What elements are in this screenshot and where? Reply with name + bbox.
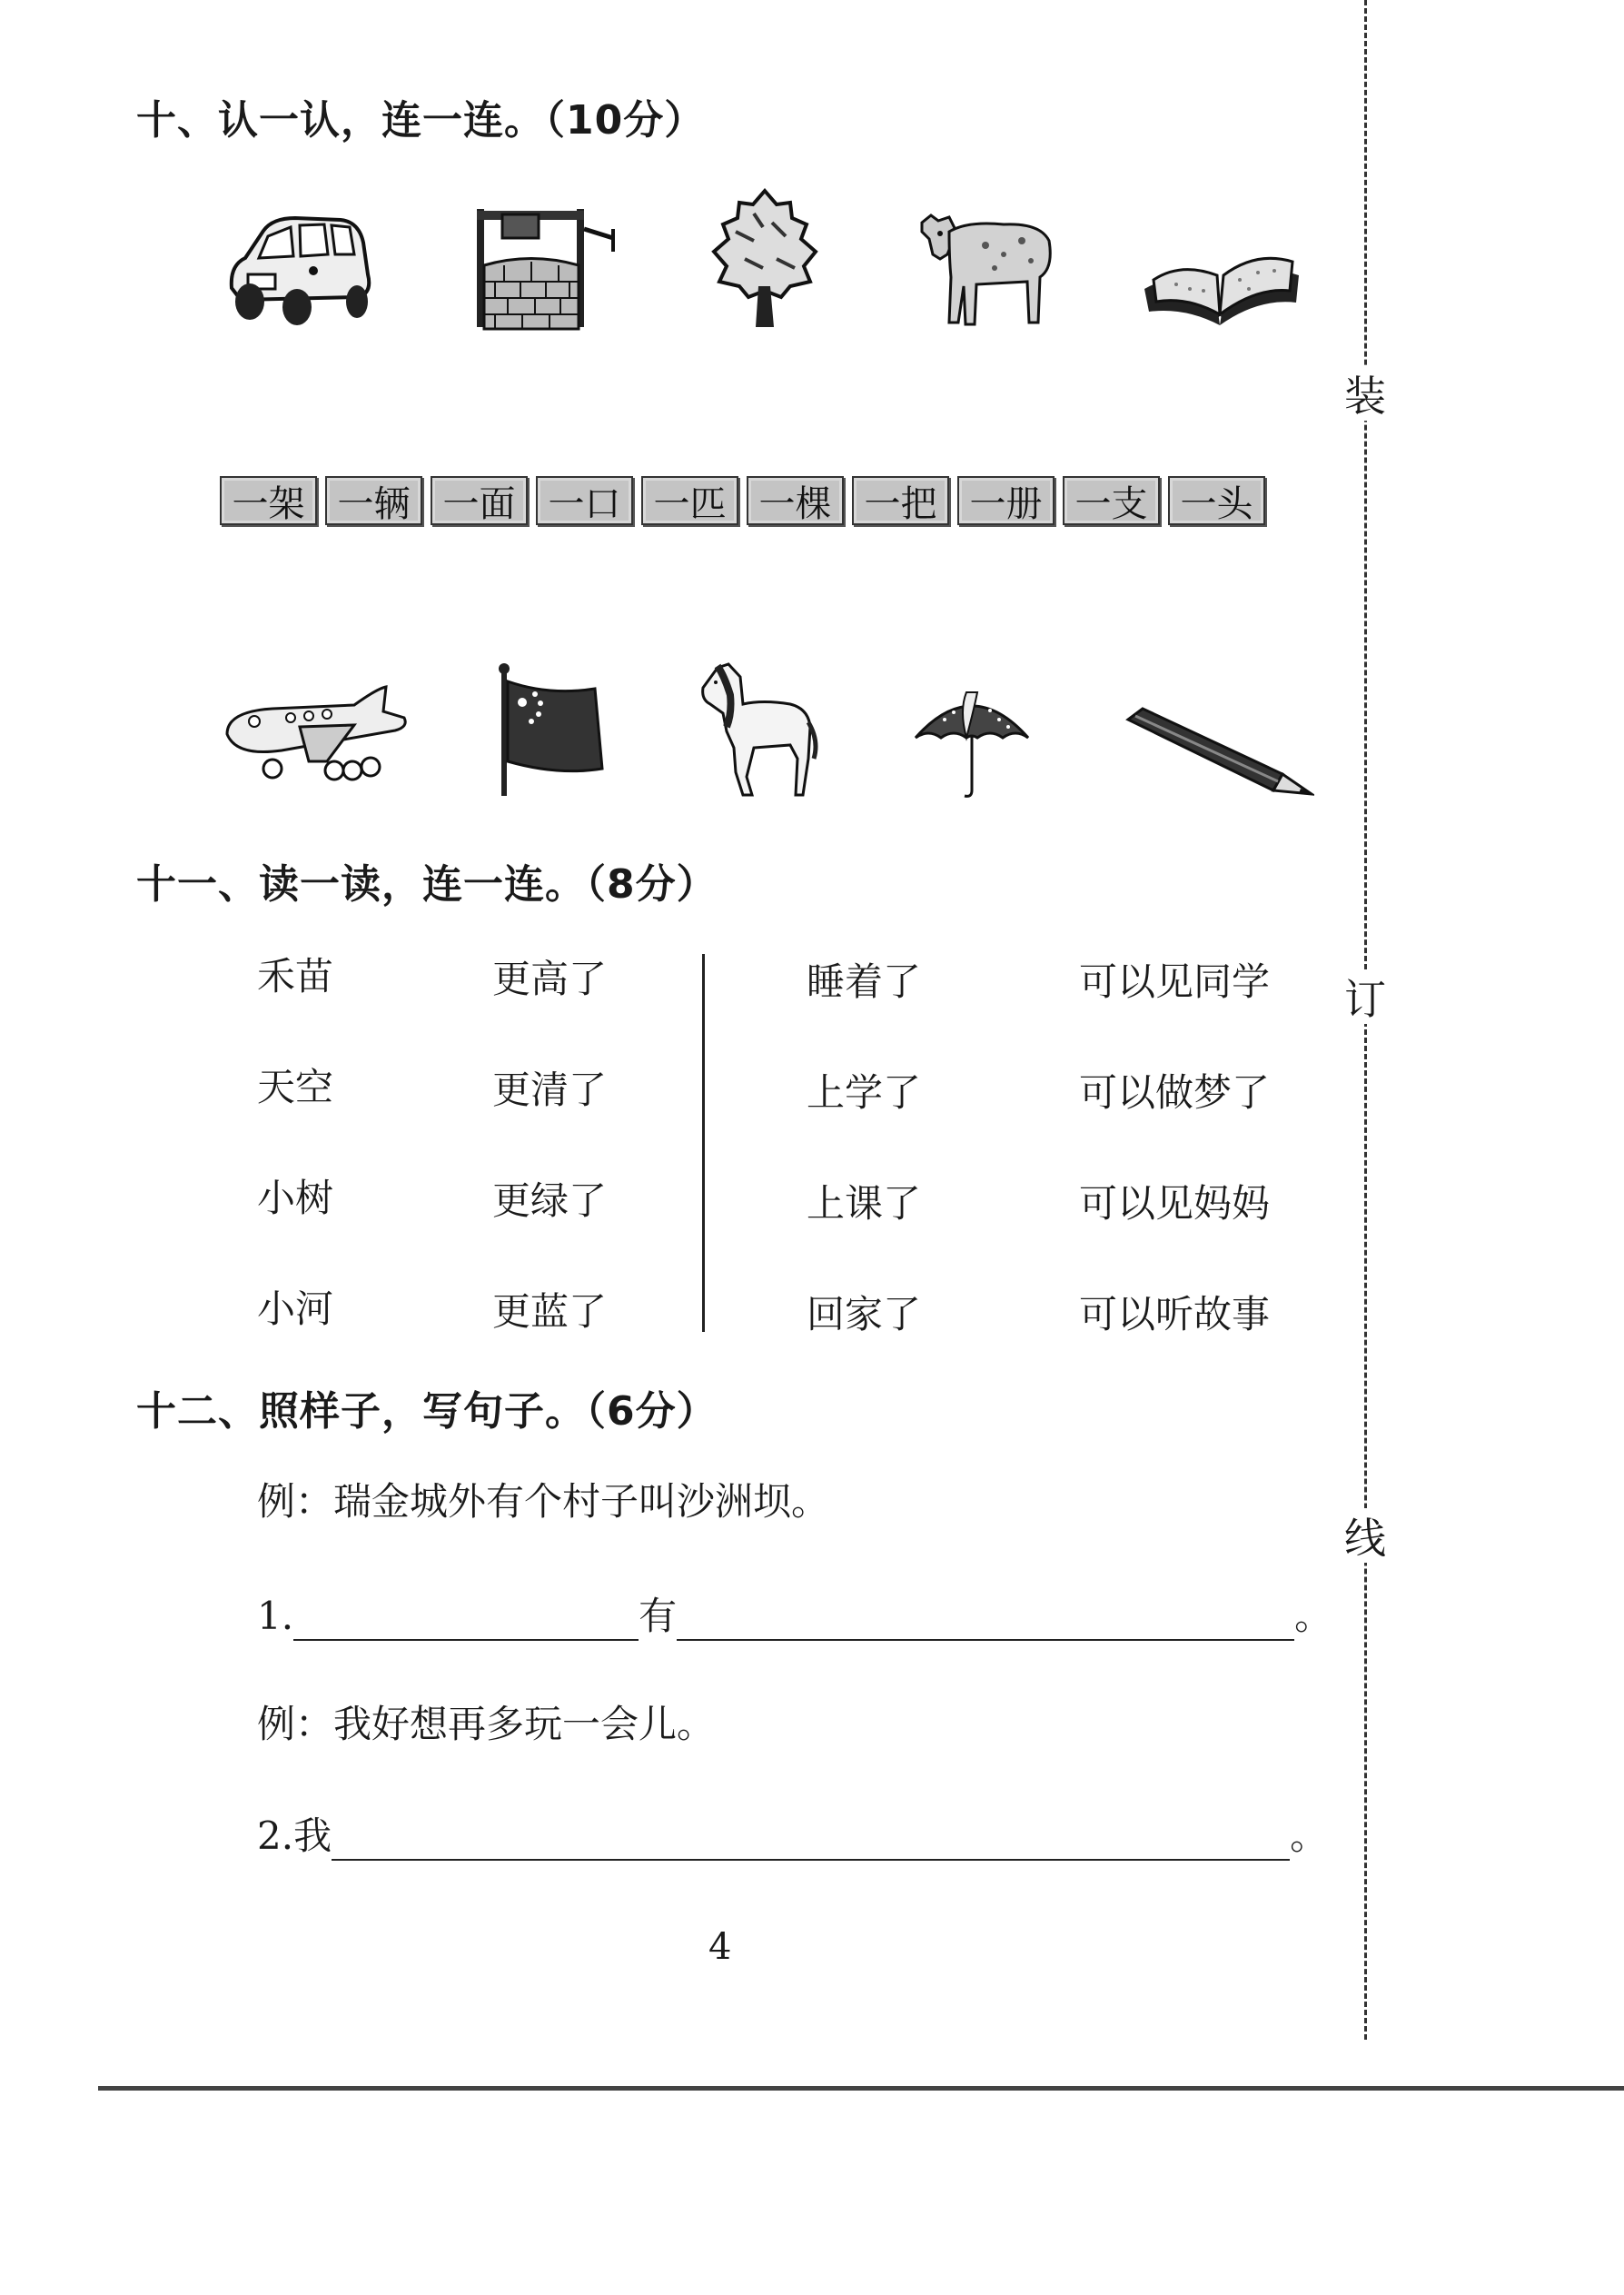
q12-title: 十二、照样子，写句子。（6分） (136, 1388, 718, 1435)
item-connector: 有 (639, 1594, 678, 1638)
book-icon (1140, 234, 1303, 334)
cow-icon (913, 204, 1058, 332)
q11-title: 十一、读一读，连一连。（8分） (136, 861, 718, 908)
exercise-line-2 (257, 1806, 1328, 1861)
column-divider (702, 954, 705, 1332)
measure-word-box[interactable]: 一面 (431, 476, 528, 525)
umbrella-icon (908, 683, 1035, 801)
word-item[interactable]: 小树 (257, 1176, 334, 1220)
word-item[interactable]: 更绿了 (492, 1178, 608, 1223)
item-end-mark: 。 (1290, 1813, 1329, 1858)
word-item[interactable]: 可以听故事 (1079, 1292, 1271, 1336)
binding-label: 线 (1342, 1508, 1388, 1563)
word-item[interactable]: 小河 (257, 1287, 334, 1331)
tree-icon (708, 186, 822, 332)
well-icon (468, 202, 622, 333)
measure-word-box[interactable]: 一口 (536, 476, 633, 525)
q10-title: 十、认一认，连一连。（10分） (136, 97, 706, 144)
answer-blank[interactable] (677, 1603, 1294, 1641)
item-number: 1. (257, 1594, 294, 1638)
word-item[interactable]: 天空 (257, 1065, 334, 1109)
word-item[interactable]: 禾苗 (257, 954, 334, 998)
answer-blank[interactable] (293, 1603, 639, 1641)
item-end-mark: 。 (1294, 1594, 1333, 1638)
horse-icon (690, 659, 822, 800)
word-item[interactable]: 上课了 (807, 1181, 922, 1226)
measure-word-box[interactable]: 一匹 (641, 476, 738, 525)
answer-blank[interactable] (332, 1823, 1290, 1861)
word-item[interactable]: 睡着了 (807, 959, 922, 1004)
measure-word-box[interactable]: 一支 (1063, 476, 1160, 525)
measure-word-box[interactable]: 一把 (852, 476, 949, 525)
item-start: 2.我 (257, 1813, 332, 1858)
word-item[interactable]: 更蓝了 (492, 1289, 608, 1334)
word-item[interactable]: 更高了 (492, 957, 608, 1001)
page-number: 4 (708, 1926, 732, 1968)
airplane-icon (218, 671, 413, 789)
exercise-line-1 (257, 1586, 1332, 1641)
example-sentence-1: 例：瑞金城外有个村子叫沙洲坝。 (257, 1479, 830, 1524)
word-item[interactable]: 可以做梦了 (1079, 1070, 1271, 1115)
word-item[interactable]: 更清了 (492, 1068, 608, 1112)
measure-word-box[interactable]: 一册 (957, 476, 1055, 525)
bottom-rule (98, 2086, 1624, 2091)
word-item[interactable]: 回家了 (807, 1292, 922, 1336)
measure-word-row (220, 476, 1265, 525)
measure-word-box[interactable]: 一架 (220, 476, 317, 525)
pencil-icon (1119, 701, 1314, 801)
example-sentence-2: 例：我好想再多玩一会儿。 (257, 1702, 716, 1746)
word-item[interactable]: 可以见同学 (1079, 959, 1271, 1004)
binding-label: 装 (1342, 366, 1388, 421)
binding-label: 订 (1342, 969, 1388, 1024)
measure-word-box[interactable]: 一棵 (747, 476, 844, 525)
word-item[interactable]: 上学了 (807, 1070, 922, 1115)
measure-word-box[interactable]: 一辆 (325, 476, 422, 525)
word-item[interactable]: 可以见妈妈 (1079, 1181, 1271, 1226)
car-icon (223, 211, 377, 329)
measure-word-box[interactable]: 一头 (1168, 476, 1265, 525)
flag-icon (495, 661, 609, 798)
